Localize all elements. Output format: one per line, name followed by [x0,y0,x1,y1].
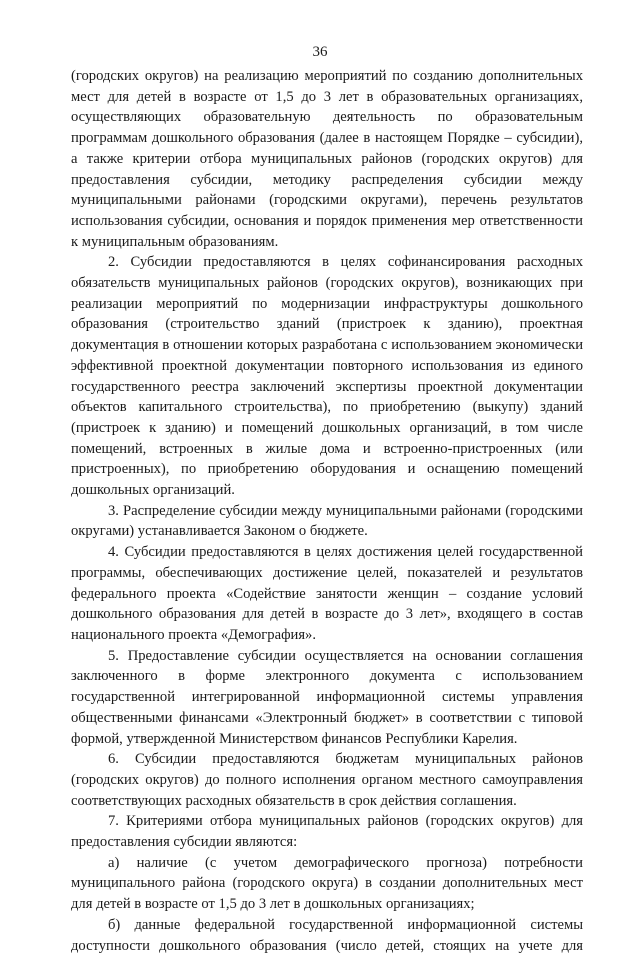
paragraph-5: 5. Предоставление субсидии осуществляется на основании соглашения заключенного в форме электронного документа с использованием государственной интегрированной информационной системы управления общественными финансами «Электронный бюджет» в соответствии с типовой формой, утвержденной Министерством финансов Республики Карелия. [71,647,583,747]
paragraph-6: 6. Субсидии предоставляются бюджетам муниципальных районов (городских округов) до полного исполнения органом местного самоуправления соответствующих расходных обязательств в срок действия соглашения. [71,751,583,809]
page-number: 36 [312,44,328,60]
paragraph-7b: б) данные федеральной государственной информационной системы доступности дошкольного образования (число детей, стоящих на учете для [71,916,583,954]
document-body [71,66,583,956]
paragraph-7: 7. Критериями отбора муниципальных районов (городских округов) для предоставления субсидии являются: [71,813,583,851]
paragraph-3: 3. Распределение субсидии между муниципальными районами (городскими округами) устанавливается Законом о бюджете. [71,502,583,540]
paragraph-intro: (городских округов) на реализацию мероприятий по созданию дополнительных мест для детей в возрасте от 1,5 до 3 лет в образовательных организациях, осуществляющих образовательную деятельность по образовательным программам дошкольного образования (далее в настоящем Порядке – субсидии), а также критерии отбора муниципальных районов (городских округов) для предоставления субсидии, методику распределения субсидии между муниципальными районами (городскими округами), перечень результатов использования субсидии, основания и порядок применения мер ответственности к муниципальным образованиям. [71,68,583,250]
paragraph-4: 4. Субсидии предоставляются в целях достижения целей государственной программы, обеспечивающих достижение целей, показателей и результатов федерального проекта «Содействие занятости женщин – создание условий дошкольного образования для детей в возрасте до 3 лет», входящего в состав национального проекта «Демография». [71,544,583,643]
paragraph-2: 2. Субсидии предоставляются в целях софинансирования расходных обязательств муниципальных районов (городских округов), возникающих при реализации мероприятий по модернизации инфраструктуры дошкольного образования (строительство зданий (пристроек к зданию), проектная документация в отношении которых разработана с использованием экономически эффективной проектной документации повторного использования из единого государственного реестра заключений экспертизы проектной документации объектов капитального строительства), по приобретению (выкупу) зданий (пристроек к зданию) и помещений дошкольных организаций, в том числе помещений, встроенных в жилые дома и встроенно-пристроенных (или пристроенных), по приобретению оборудования и оснащению помещений дошкольных организаций. [71,254,583,499]
paragraph-7a: а) наличие (с учетом демографического прогноза) потребности муниципального района (городского округа) в создании дополнительных мест для детей в возрасте от 1,5 до 3 лет в дошкольных организациях; [71,854,583,913]
